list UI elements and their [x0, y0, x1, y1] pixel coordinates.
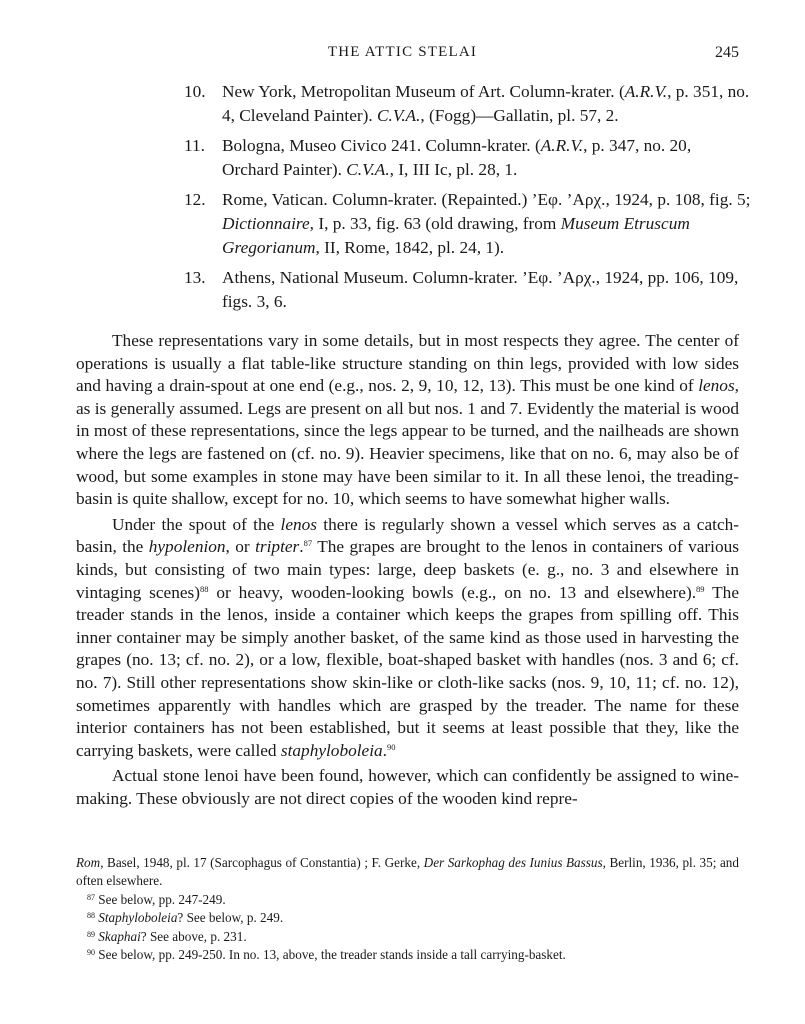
footnote-ref-89[interactable]: 89: [696, 583, 705, 594]
catalogue-entry-13: 13. Athens, National Museum. Column-krater. ’Εφ. ’Αρχ., 1924, pp. 106, 109, figs. 3, 6.: [184, 268, 739, 311]
running-title: THE ATTIC STELAI: [327, 44, 478, 60]
catalogue-entry-12: 12. Rome, Vatican. Column-krater. (Repainted.) ’Εφ. ’Αρχ., 1924, p. 108, fig. 5; Dictionnaire, I, p. 33, fig. 63 (old drawing, from Museum Etruscum Gregorianum, II, Rome, 1842, pl. 24, 1).: [184, 190, 751, 257]
paragraph-2: Under the spout of the lenos there is regularly shown a vessel which serves as a catch-basin, the hypolenion, or tripter.$^{87}$ The grapes are brought to the lenos in containers of various kinds, but consisting of two main types: large, deep baskets (e. g., no. 3 and elsewhere in vintaging scenes)$^{88}$ or heavy, wooden-looking bowls (e.g., on no. 13 and elsewhere).$^{89}$ The treader stands in the lenos, inside a container which keeps the grapes from spilling off. This inner container may be simply another basket, of the same kind as those used in harvesting the grapes (no. 13; cf. no. 2), or a low, flexible, boat-shaped basket with handles (nos. 3 and 6; cf. no. 7). Still other representations show skin-like or cloth-like sacks (nos. 9, 10, 11; cf. no. 12), sometimes apparently with handles which are grasped by the treader. The name for these interior containers has not been established, but it seems at least possible that they, like the carrying baskets, were called staphyloboleia.$^{90}$: [76, 514, 740, 760]
footnote-ref-90[interactable]: 90: [386, 741, 396, 752]
footnote-continuation: Rom, Basel, 1948, pl. 17 (Sarcophagus of Constantia) ; F. Gerke, Der Sarkophag des Iunius Bassus, Berlin, 1936, pl. 35; and often elsewhere.: [76, 855, 739, 889]
entry-number: 12.: [184, 190, 206, 210]
footnote-89: $^{89}$ Skaphai? See above, p. 231.: [87, 928, 247, 944]
footnotes: [76, 854, 739, 964]
footnote-88: $^{88}$ Staphyloboleia? See below, p. 249.: [87, 910, 284, 926]
entry-number: 10.: [184, 82, 206, 101]
running-header: [0, 44, 805, 68]
catalogue-list: [147, 80, 752, 320]
page-number: 245: [715, 44, 739, 61]
footnote-90: $^{90}$ See below, pp. 249-250. In no. 13, above, the treader stands inside a tall carrying-basket.: [87, 947, 566, 963]
footnote-ref-87[interactable]: 87: [303, 538, 313, 549]
footnote-87: $^{87}$ See below, pp. 247-249.: [87, 891, 226, 907]
footnote-ref-88[interactable]: 88: [200, 583, 209, 594]
paragraph-3: Actual stone lenoi have been found, however, which can confidently be assigned to wine-making. These obviously are not direct copies of the wooden kind repre-: [76, 766, 739, 808]
catalogue-entry-10: 10. New York, Metropolitan Museum of Art. Column-krater. (A.R.V., p. 351, no. 4, Cleveland Painter). C.V.A., (Fogg)—Gallatin, pl. 57, 2.: [184, 82, 750, 125]
entry-number: 11.: [184, 136, 205, 156]
body-text: [76, 330, 739, 813]
paragraph-1: These representations vary in some details, but in most respects they agree. The center of operations is usually a flat table-like structure standing on thin legs, provided with low sides and having a drain-spout at one end (e.g., nos. 2, 9, 10, 12, 13). This must be one kind of lenos, as is generally assumed. Legs are present on all but nos. 1 and 7. Evidently the material is wood in most of these representations, since the legs appear to be turned, and the nailheads are shown where the legs are fastened on (cf. no. 9). Heavier specimens, like that on no. 6, may also be of wood, but some examples in stone may have been similar to it. In all these lenoi, the treading-basin is quite shallow, except for no. 10, which seems to have somewhat higher walls.: [76, 331, 739, 509]
catalogue-entry-11: 11. Bologna, Museo Civico 241. Column-krater. (A.R.V., p. 347, no. 20, Orchard Painter). C.V.A., I, III Ic, pl. 28, 1.: [184, 136, 692, 179]
entry-number: 13.: [184, 268, 206, 288]
